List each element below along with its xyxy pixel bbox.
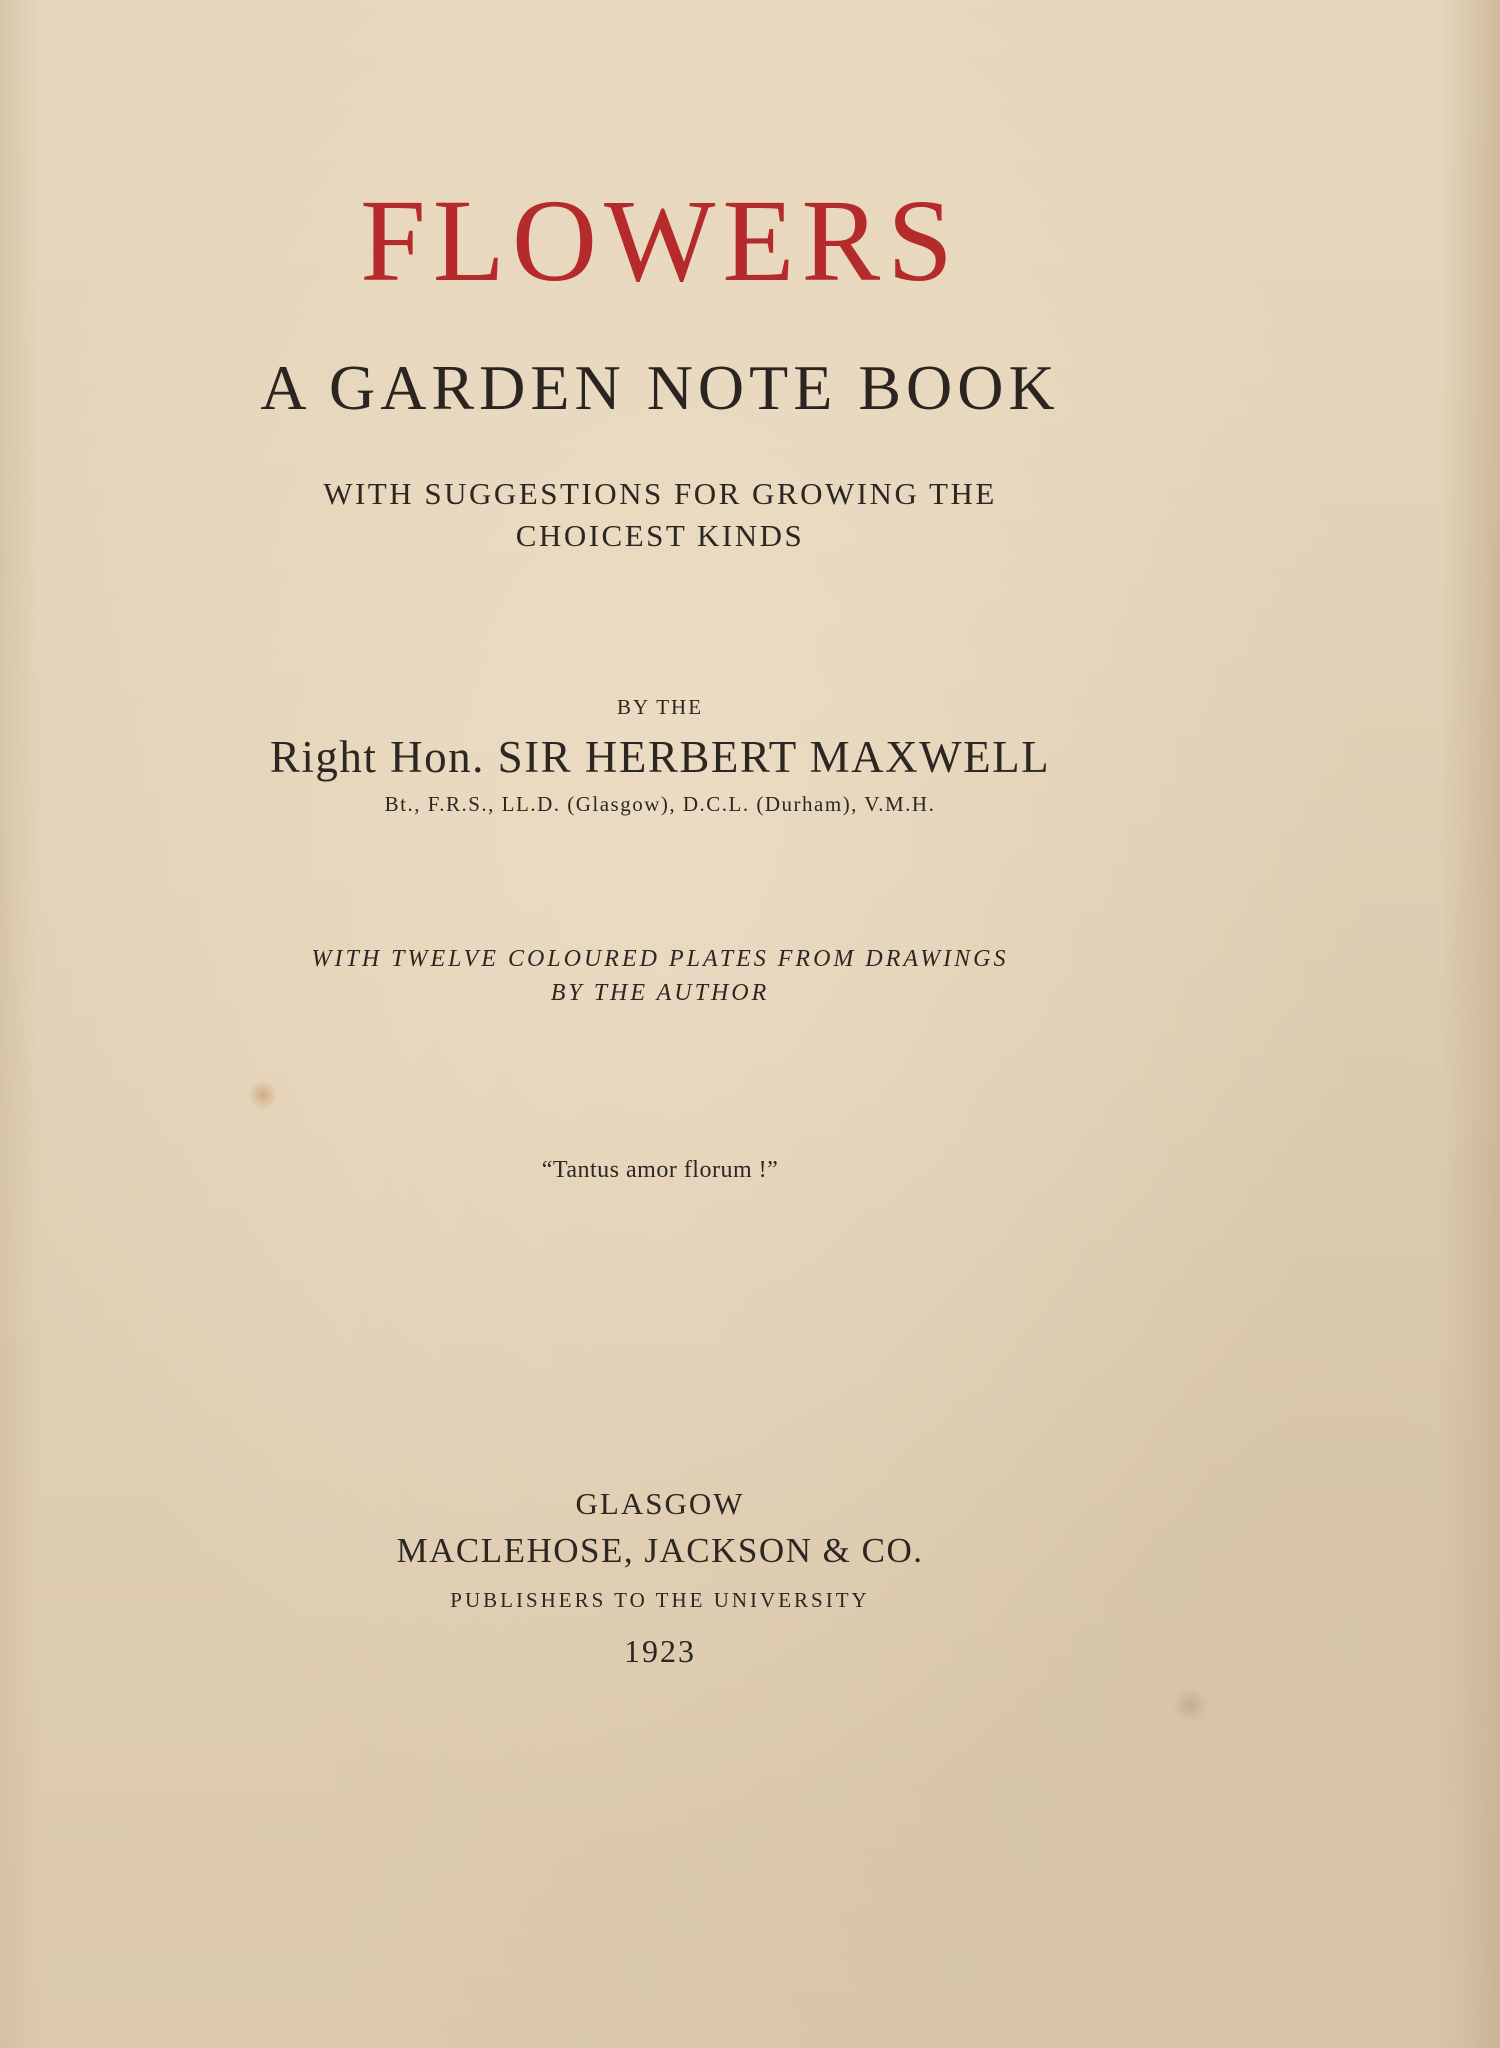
imprint-year: 1923 xyxy=(624,1633,696,1669)
foxing-spot xyxy=(250,1078,276,1112)
imprint-publisher: MACLEHOSE, JACKSON & CO. xyxy=(396,1531,924,1570)
plates-note-line-2: BY THE AUTHOR xyxy=(550,980,770,1006)
imprint-city: GLASGOW xyxy=(575,1486,745,1521)
description-line-2: CHOICEST KINDS xyxy=(515,518,805,553)
book-subtitle: A GARDEN NOTE BOOK xyxy=(260,352,1060,423)
description-line-1: WITH SUGGESTIONS FOR GROWING THE xyxy=(323,476,997,511)
book-title: FLOWERS xyxy=(360,175,960,306)
author-name: Right Hon. SIR HERBERT MAXWELL xyxy=(269,732,1051,782)
author-honours: Bt., F.R.S., LL.D. (Glasgow), D.C.L. (Durham), V.M.H. xyxy=(384,792,936,816)
imprint-note: PUBLISHERS TO THE UNIVERSITY xyxy=(450,1588,870,1612)
motto: “Tantus amor florum !” xyxy=(541,1157,779,1183)
foxing-spot xyxy=(1170,1690,1210,1720)
byline: BY THE xyxy=(616,695,704,719)
plates-note-line-1: WITH TWELVE COLOURED PLATES FROM DRAWINGS xyxy=(311,946,1009,972)
